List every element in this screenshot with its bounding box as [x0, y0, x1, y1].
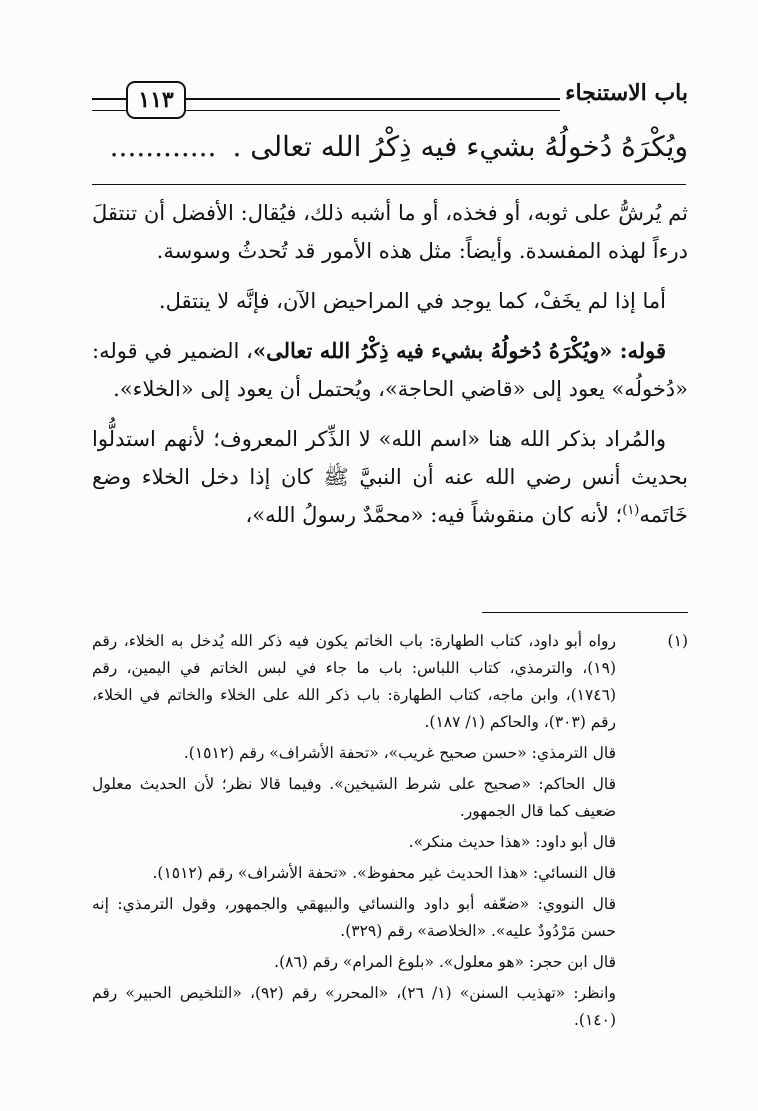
- footnote-marker[interactable]: (١): [622, 503, 640, 518]
- header-rule-left: [92, 98, 126, 111]
- matn-separator: [92, 184, 686, 185]
- paragraph-2: أما إذا لم يخَفْ، كما يوجد في المراحيض الآن، فإنَّه لا ينتقل.: [158, 289, 666, 313]
- footnote-line: قال النووي: «ضعّفه أبو داود والنسائي والبيهقي والجمهور، وقول الترمذي: إنه حسن مَرْدُودٌ عليه». «الخلاصة» رقم (٣٢٩).: [92, 895, 616, 940]
- header-rule: [182, 98, 560, 111]
- page-number: ١١٣: [126, 81, 186, 119]
- paragraph-3: [92, 332, 688, 408]
- footnote-line: قال أبو داود: «هذا حديث منكر».: [408, 833, 616, 851]
- footnote-line: وانظر: «تهذيب السنن» (١/ ٢٦)، «المحرر» رقم (٩٢)، «التلخيص الحبير» رقم (١٤٠).: [92, 984, 616, 1029]
- footnote-number: (١): [667, 632, 688, 650]
- matn-dots: ............: [109, 130, 217, 163]
- paragraph-4: [92, 420, 688, 534]
- footnote-line: رواه أبو داود، كتاب الطهارة: باب الخاتم يكون فيه ذكر الله يُدخل به الخلاء، رقم (١٩)، والترمذي، كتاب اللباس: باب ما جاء في لبس الخاتم في اليمين، رقم (١٧٤٦)، وابن ماجه، كتاب الطهارة: باب ذكر الله على الخلاء والخاتم في الخلاء، رقم (٣٠٣)، والحاكم (١/ ١٨٧).: [92, 632, 616, 731]
- matn-line: [88, 130, 688, 163]
- commentary-body: [92, 194, 688, 534]
- footnote-body: [92, 628, 616, 1034]
- paragraph-4-text-b: ؛ لأنه كان منقوشاً فيه: «محمَّدٌ رسولُ الله»،: [245, 503, 623, 527]
- paragraph-3-text: ، الضمير في قوله: «دُخولُه» يعود إلى «قاضي الحاجة»، ويُحتمل أن يعود إلى «الخلاء».: [92, 339, 688, 401]
- footnote-line: قال الحاكم: «صحيح على شرط الشيخين». وفيما قالا نظر؛ لأن الحديث معلول ضعيف كما قال الجمهور.: [92, 775, 616, 820]
- footnote-separator: [482, 612, 688, 613]
- matn-text: ويُكْرَهُ دُخولُهُ بشيء فيه ذِكْرُ الله تعالى .: [232, 130, 688, 163]
- footnote-line: قال الترمذي: «حسن صحيح غريب»، «تحفة الأشراف» رقم (١٥١٢).: [183, 744, 616, 762]
- footnote-line: قال ابن حجر: «هو معلول». «بلوغ المرام» رقم (٨٦).: [274, 953, 616, 971]
- quoted-matn: قوله: «ويُكْرَهُ دُخولُهُ بشيء فيه ذِكْرُ الله تعالى»: [252, 338, 666, 363]
- paragraph-4-text-a: والمُراد بذكر الله هنا «اسم الله» لا الذِّكر المعروف؛ لأنهم استدلُّوا بحديث أنس رضي الله عنه أن النبيَّ ﷺ كان إذا دخل الخلاء وضع خَاتَمه: [92, 427, 688, 527]
- chapter-title: باب الاستنجاء: [565, 80, 688, 106]
- footnote-line: قال النسائي: «هذا الحديث غير محفوظ». «تحفة الأشراف» رقم (١٥١٢).: [152, 864, 616, 882]
- paragraph-1: ثم يُرشُّ على ثوبه، أو فخذه، أو ما أشبه ذلك، فيُقال: الأفضل أن تنتقلَ درءاً لهذه المفسدة. وأيضاً: مثل هذه الأمور قد تُحدثُ وسوسة.: [92, 201, 688, 263]
- footnotes: [92, 628, 688, 1034]
- running-header: [92, 78, 688, 120]
